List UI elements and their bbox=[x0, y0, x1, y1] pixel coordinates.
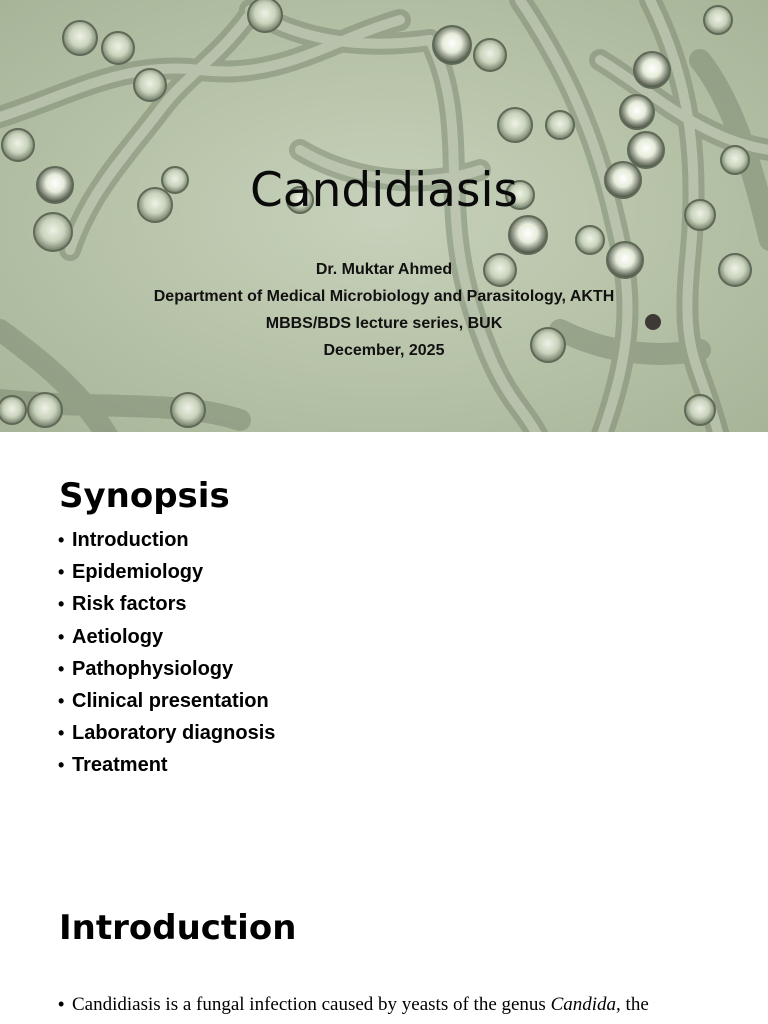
synopsis-item-aetiology: • Aetiology bbox=[58, 621, 275, 653]
bullet-icon: • bbox=[58, 723, 65, 744]
slide-title: Candidiasis bbox=[249, 163, 519, 218]
lecture-series-line: MBBS/BDS lecture series, BUK bbox=[265, 315, 503, 332]
synopsis-heading: Synopsis bbox=[59, 476, 230, 516]
bullet-icon: • bbox=[58, 658, 65, 679]
synopsis-item-risk-factors: • Risk factors bbox=[58, 588, 275, 620]
synopsis-item-introduction: • Introduction bbox=[58, 524, 275, 556]
bullet-icon: • bbox=[58, 530, 65, 550]
synopsis-item-clinical-presentation: • Clinical presentation bbox=[58, 685, 275, 717]
synopsis-item-epidemiology: • Epidemiology bbox=[58, 556, 275, 588]
date-line: December, 2025 bbox=[323, 342, 445, 359]
department-line: Department of Medical Microbiology and Parasitology, AKTH bbox=[153, 288, 615, 305]
synopsis-slide bbox=[0, 432, 768, 864]
synopsis-item-laboratory-diagnosis: • Laboratory diagnosis bbox=[58, 717, 275, 749]
bullet-icon: • bbox=[58, 562, 65, 583]
title-slide bbox=[0, 0, 768, 432]
bullet-icon: • bbox=[58, 626, 65, 647]
genus-name: Candida bbox=[550, 994, 617, 1015]
synopsis-item-pathophysiology: • Pathophysiology bbox=[58, 653, 275, 685]
synopsis-list bbox=[58, 524, 275, 782]
author-name: Dr. Muktar Ahmed bbox=[315, 261, 453, 278]
synopsis-item-treatment: • Treatment bbox=[58, 749, 275, 781]
bullet-icon: • bbox=[58, 755, 65, 776]
bullet-icon: • bbox=[58, 594, 65, 615]
introduction-heading: Introduction bbox=[59, 908, 297, 948]
introduction-slide bbox=[0, 864, 768, 1024]
introduction-paragraph: • Candidiasis is a fungal infection caused by yeasts of the genus Candida, the bbox=[58, 994, 649, 1015]
bullet-icon: • bbox=[58, 690, 65, 711]
bullet-icon: • bbox=[58, 994, 65, 1014]
title-slide-subtitle bbox=[0, 256, 768, 364]
